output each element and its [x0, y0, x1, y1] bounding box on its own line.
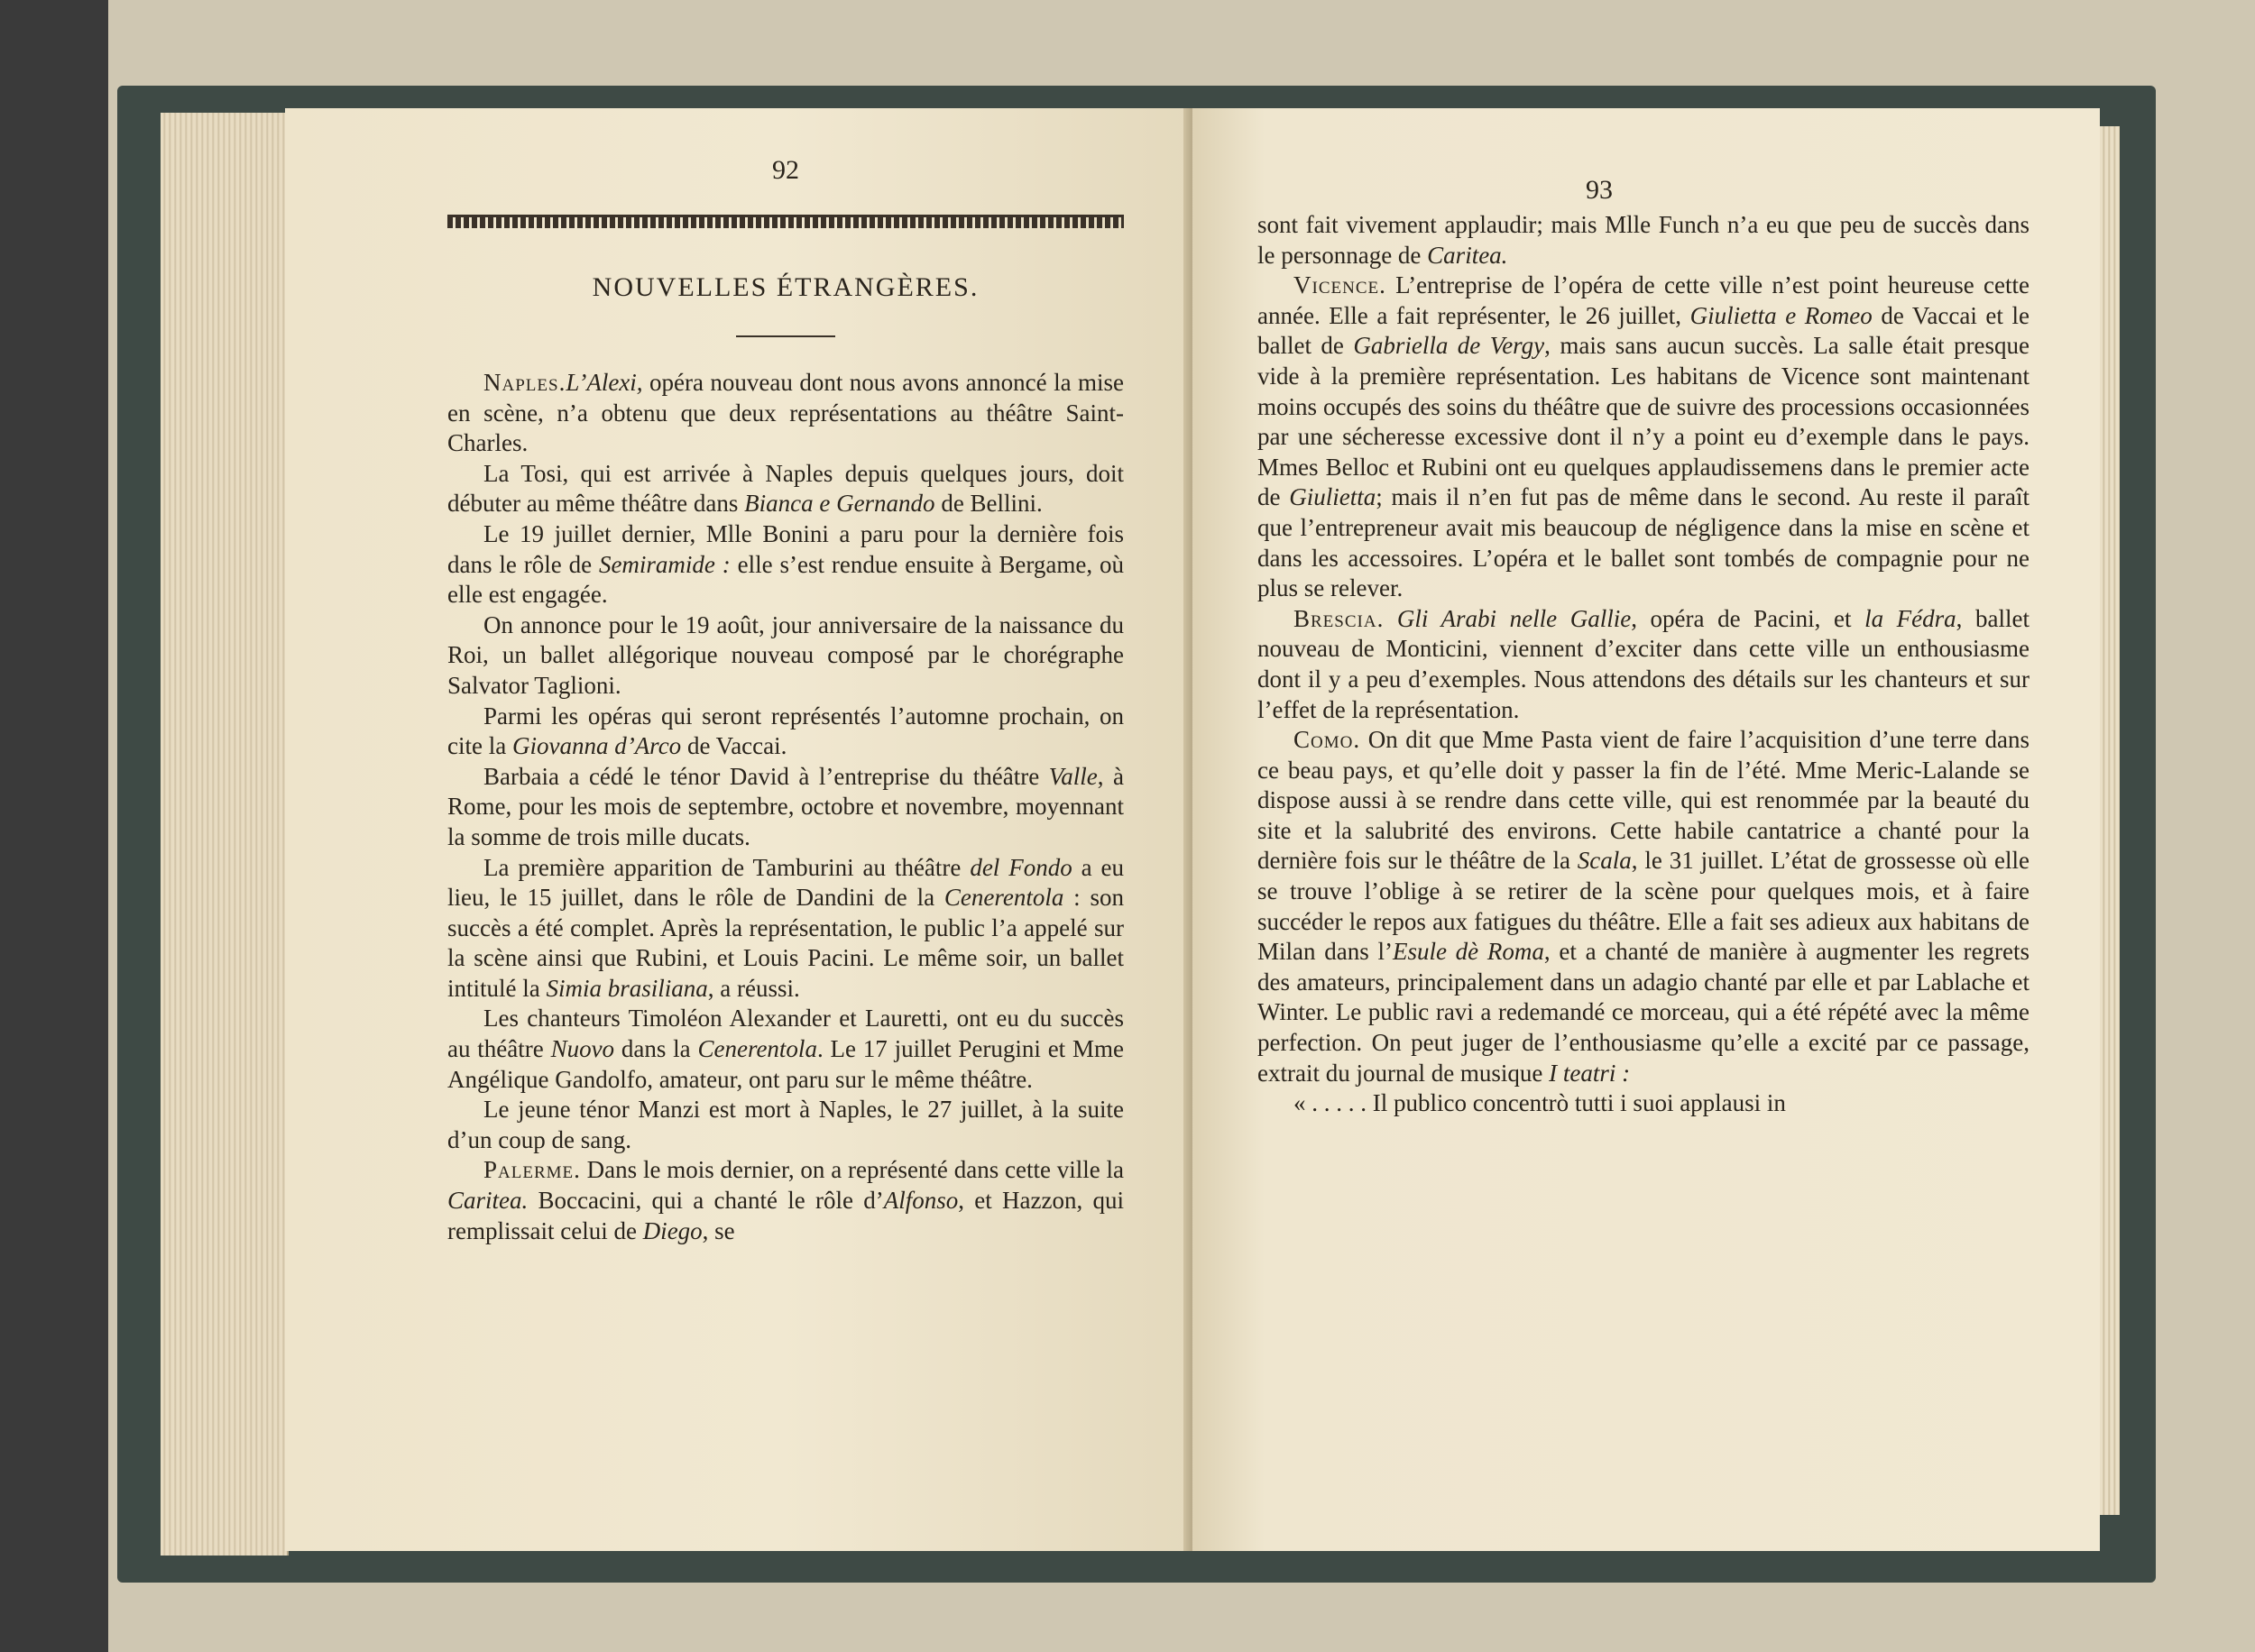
place-heading: Naples. [483, 369, 566, 396]
italic-title-text: Cenerentola [943, 884, 1064, 912]
italic-title-text: I teatri : [1549, 1059, 1631, 1087]
italic-title-text: Semiramide : [598, 550, 731, 578]
paragraph [447, 1095, 1124, 1155]
italic-title-text: Giulietta e Romeo [1689, 301, 1873, 329]
paragraph [447, 610, 1124, 702]
place-heading: Brescia. [1293, 604, 1385, 632]
body-text: On dit que Mme Pasta vient de faire l’acquisition d’une terre dans ce beau pays, et qu’elle doit y passer la fin de l’été. Mme Meric-Lalande se dispose aussi à se rendre dans cette ville, qui est renommée par la beauté du site et la salubrité des environs. Cette habile cantatrice a chanté pour la dernière fois sur le théâtre de la [1257, 726, 2030, 875]
paragraph [447, 702, 1124, 762]
paragraph [1257, 604, 2030, 725]
body-text: Dans le mois dernier, on a représenté dans cette ville la [580, 1156, 1124, 1184]
italic-title-text: L’Alexi, [566, 369, 643, 396]
paragraph [1257, 725, 2030, 1088]
body-text: Parmi les opéras qui seront représentés l’automne prochain, on cite la [447, 702, 1124, 760]
paragraph [447, 459, 1124, 519]
body-text: On annonce pour le 19 août, jour anniversaire de la naissance du Roi, un ballet allégorique nouveau composé par le chorégraphe Salvator Taglioni. [447, 610, 1124, 699]
italic-title-text: Nuovo [550, 1035, 615, 1063]
section-title: NOUVELLES ÉTRANGÈRES. [592, 272, 980, 302]
ornamental-rule [447, 215, 1124, 228]
body-text: , ballet nouveau de Monticini, viennent d’exciter dans cette ville un enthousiasme dont il y a peu d’exemples. Nous attendons des détails sur les chanteurs et sur l’effet de la représentation. [1257, 604, 2030, 723]
body-text: ; mais il n’en fut pas de même dans le second. Au reste il paraît que l’entrepreneur avait mis beaucoup de négligence dans la mise en scène et dans les accessoires. L’opéra et le ballet sont tombés de compagnie pour ne plus se relever. [1257, 483, 2030, 602]
place-heading: Vicence. [1293, 271, 1386, 299]
body-text: elle s’est rendue ensuite à Bergame, où elle est engagée. [447, 550, 1124, 609]
body-text: La Tosi, qui est arrivée à Naples depuis quelques jours, doit débuter au même théâtre dans [447, 459, 1124, 518]
paragraph [1257, 210, 2030, 271]
paragraph [447, 519, 1124, 610]
italic-title-text: Gabriella de Vergy [1353, 332, 1545, 360]
left-page-body [447, 368, 1124, 1246]
italic-title-text: la Fédra [1864, 604, 1956, 632]
paragraph [1257, 1088, 2030, 1119]
italic-title-text: Valle [1048, 762, 1098, 790]
body-text: de Vaccai. [681, 732, 787, 760]
italic-title-text: Caritea. [1427, 241, 1508, 269]
page-number: 93 [1586, 175, 1613, 205]
body-text: Les chanteurs Timoléon Alexander et Lauretti, ont eu du succès au théâtre [447, 1005, 1124, 1063]
body-text: , opéra de Pacini, et [1631, 604, 1865, 632]
body-text: Le 19 juillet dernier, Mlle Bonini a paru pour la dernière fois dans le rôle de [447, 519, 1124, 578]
italic-title-text: Bianca e Gernando [744, 490, 935, 518]
paragraph [447, 1155, 1124, 1246]
body-text: a eu lieu, le 15 juillet, dans le rôle de Dandini de la [447, 853, 1125, 912]
body-text: Barbaia a cédé le ténor David à l’entreprise du théâtre [483, 762, 1049, 790]
body-text: de Bellini. [934, 490, 1043, 518]
body-text: , a réussi. [707, 974, 800, 1002]
body-text: : son succès a été complet. Après la représentation, le public l’a appelé sur la scène ainsi que Rubini, et Louis Pacini. Le même soir, un ballet intitulé la [447, 884, 1124, 1002]
body-text: , se [702, 1216, 735, 1244]
italic-title-text: Scala [1577, 847, 1632, 875]
place-heading: Como. [1293, 726, 1361, 754]
paragraph [1257, 271, 2030, 604]
body-text: Boccacini, qui a chanté le rôle d’ [528, 1187, 884, 1215]
paragraph [447, 853, 1124, 1005]
italic-title-text: Giulietta [1289, 483, 1376, 511]
body-text: , et a chanté de manière à augmenter les regrets des amateurs, principalement dans un adagio chanté par elle et par Lablache et Winter. Le public ravi a redemandé ce morceau, qui a été répété avec la même perfection. On peut juger de l’enthousiasme qu’elle a excité par ce passage, extrait du journal de musique [1257, 938, 2030, 1087]
italic-title-text: Giovanna d’Arco [511, 732, 682, 760]
paragraph [447, 762, 1124, 853]
body-text: « . . . . . Il publico concentrò tutti i suoi applausi in [1293, 1089, 1786, 1117]
italic-title-text: Diego [642, 1216, 703, 1244]
right-page-edges [2100, 126, 2120, 1515]
place-heading: Palerme. [483, 1156, 581, 1184]
italic-title-text: Caritea. [447, 1187, 529, 1215]
body-text: . Le 17 juillet Perugini et Mme Angélique Gandolfo, amateur, ont paru sur le même théâtre. [447, 1035, 1124, 1093]
background-dark-area [0, 0, 108, 1652]
right-page-body [1257, 210, 2030, 1119]
body-text: opéra nouveau dont nous avons annoncé la mise en scène, n’a obtenu que deux représentations au théâtre Saint-Charles. [447, 369, 1124, 457]
italic-title-text: Cenerentola [697, 1035, 817, 1063]
italic-title-text: Esule dè Roma [1392, 938, 1544, 966]
italic-title-text: del Fondo [970, 853, 1072, 881]
paragraph [447, 1004, 1124, 1095]
left-page [285, 108, 1189, 1551]
italic-title-text: Simia brasiliana [546, 974, 708, 1002]
body-text: de Vaccai et le ballet de [1257, 301, 2030, 360]
body-text: , le 31 juillet. L’état de grossesse où elle se trouve l’oblige à se retirer de la scène pour quelques mois, et à faire succéder le repos aux fatigues du théâtre. Elle a fait ses adieux aux habitans de Milan dans l’ [1257, 847, 2030, 966]
body-text: La première apparition de Tamburini au théâtre [483, 853, 971, 881]
body-text: dans la [614, 1035, 698, 1063]
body-text: , et Hazzon, qui remplissait celui de [447, 1187, 1125, 1244]
title-underline [736, 335, 835, 337]
body-text: sont fait vivement applaudir; mais Mlle Funch n’a eu que peu de succès dans le personnage de [1257, 211, 2030, 269]
italic-title-text: Gli Arabi nelle Gallie [1384, 604, 1632, 632]
left-page-edges [161, 113, 289, 1556]
page-number: 92 [772, 155, 799, 185]
right-page [1192, 108, 2100, 1551]
body-text: , mais sans aucun succès. La salle était presque vide à la première représentation. Les habitans de Vicence sont maintenant moins occupés des soins du théâtre que de suivre des processions occasionnées par une sécheresse excessive dont il n’y a point eu d’exemple dans le pays. Mmes Belloc et Rubini ont eu quelques applaudissemens dans le premier acte de [1257, 332, 2030, 511]
italic-title-text: Alfonso [883, 1187, 959, 1215]
body-text: Le jeune ténor Manzi est mort à Naples, le 27 juillet, à la suite d’un coup de sang. [447, 1096, 1124, 1153]
body-text: , à Rome, pour les mois de septembre, octobre et novembre, moyennant la somme de trois mille ducats. [447, 762, 1125, 850]
paragraph [447, 368, 1124, 459]
body-text: L’entreprise de l’opéra de cette ville n’est point heureuse cette année. Elle a fait représenter, le 26 juillet, [1257, 271, 2030, 329]
